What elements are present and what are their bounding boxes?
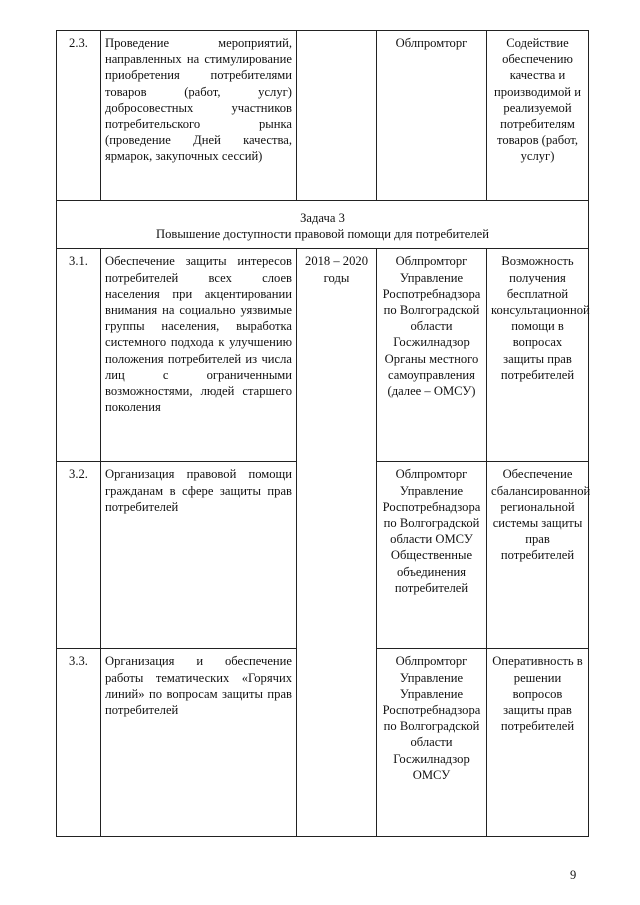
executor-cell: Облпромторг Управление Роспотребнадзора по Волгоградской области Госжилнадзор Органы местного самоуправления (далее – ОМСУ): [377, 249, 487, 462]
executor-cell: Облпромторг Управление Роспотребнадзора по Волгоградской области ОМСУ Общественные объединения потребителей: [377, 462, 487, 649]
row-number: 3.3.: [57, 649, 101, 837]
result-cell: Обеспечение сбалансированной региональной системы защиты прав потребителей: [487, 462, 589, 649]
result-cell: Содействие обеспечению качества и производимой и реализуемой потребителям товаров (работ, услуг): [487, 31, 589, 201]
page-number: 9: [570, 868, 577, 882]
table-row: [57, 249, 589, 462]
measures-table: [56, 30, 589, 837]
result-cell: Возможность получения бесплатной консультационной помощи в вопросах защиты прав потребителей: [487, 249, 589, 462]
task-title: Задача 3: [300, 211, 345, 225]
activity-cell: Организация правовой помощи гражданам в сфере защиты прав потребителей: [101, 462, 297, 649]
row-number: 3.1.: [57, 249, 101, 462]
executor-cell: Облпромторг Управление Управление Роспотребнадзора по Волгоградской области Госжилнадзор ОМСУ: [377, 649, 487, 837]
row-number: 3.2.: [57, 462, 101, 649]
period-cell: [297, 31, 377, 201]
activity-cell: Обеспечение защиты интересов потребителей всех слоев населения при акцентировании внимания на социально уязвимые группы населения, выработка системного подхода к улучшению положения потребителей из числа лиц с ограниченными возможностями, людей старшего поколения: [101, 249, 297, 462]
table-row: [57, 31, 589, 201]
period-cell: 2018 – 2020 годы: [297, 249, 377, 837]
activity-cell: Проведение мероприятий, направленных на стимулирование приобретения потребителями товаров (работ, услуг) добросовестных участников потребительского рынка (проведение Дней качества, ярмарок, закупочных сессий): [101, 31, 297, 201]
executor-cell: Облпромторг: [377, 31, 487, 201]
result-cell: Оперативность в решении вопросов защиты прав потребителей: [487, 649, 589, 837]
task-header-row: [57, 201, 589, 249]
activity-cell: Организация и обеспечение работы тематических «Горячих линий» по вопросам защиты прав потребителей: [101, 649, 297, 837]
task-subtitle: Повышение доступности правовой помощи для потребителей: [156, 227, 489, 242]
row-number: 2.3.: [57, 31, 101, 201]
task-header: [57, 201, 589, 249]
